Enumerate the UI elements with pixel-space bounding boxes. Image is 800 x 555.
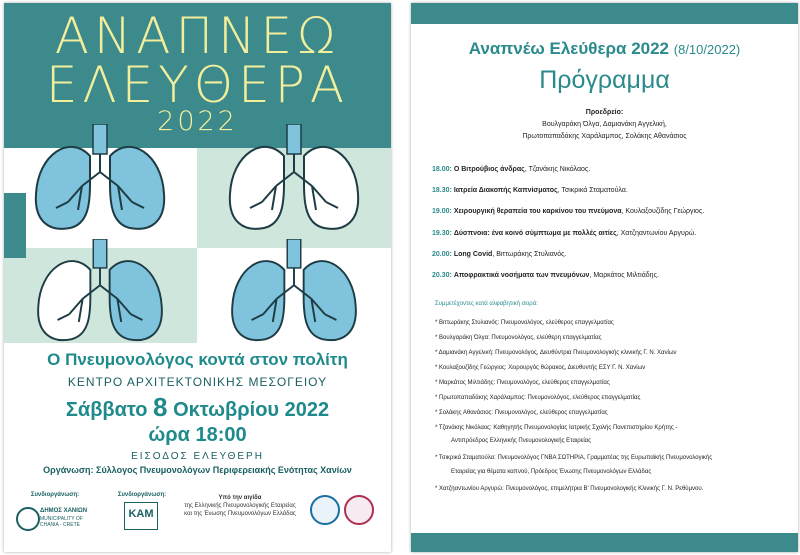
poster-date-prefix: Σάββατο — [65, 399, 148, 421]
program-item-title: Αποφρακτικά νοσήματα των πνευμόνων — [453, 272, 590, 279]
program-item — [432, 166, 590, 173]
program-item — [432, 208, 704, 215]
program-top-band — [411, 3, 798, 24]
participant-item: * Βιττωράκης Στυλιανός: Πνευμονολόγος, ελεύθερος επαγγελματίας — [435, 320, 614, 326]
participant-item: Εταιρείας για θέματα καπνού, Πρόεδρος Ένωσης Πνευμονολόγων Ελλάδας — [451, 469, 652, 475]
collab2-name: ΚΑΜ — [128, 508, 154, 520]
poster-date-suffix: Οκτωβρίου 2022 — [173, 399, 330, 421]
program-item-time: 18.30: — [432, 187, 452, 194]
program-item-title: Χειρουργική θεραπεία του καρκίνου του πνεύμονα — [453, 208, 622, 215]
participant-item: * Μαρκάτος Μιλτιάδης: Πνευμονολόγος, ελεύθερος επαγγελματίας — [435, 380, 610, 386]
participant-item: * Δαμιανάκη Αγγελική: Πνευμονολόγος, Διευθύντρια Πνευμονολογικής κλινικής Γ. Ν. Χανίων — [435, 350, 677, 356]
poster-venue: ΚΕΝΤΡΟ ΑΡΧΙΤΕΚΤΟΝΙΚΗΣ ΜΕΣΟΓΕΙΟΥ — [67, 375, 328, 389]
program-header — [411, 39, 798, 59]
lungs-icon — [30, 124, 170, 236]
poster-panel — [4, 3, 391, 552]
program-item-time: 20.30: — [432, 272, 452, 279]
participant-item: * Τσικρικά Σταματούλα: Πνευμονολόγος ΓΝΒΑ ΣΩΤΗΡΙΑ, Γραμματέας της Ευρωπαϊκής Πνευμονολογικής — [435, 455, 713, 461]
poster-date — [4, 392, 391, 423]
lungs-icon — [30, 239, 170, 347]
participant-item: * Τζανάκης Νικόλαος: Καθηγητής Πνευμονολογίας Ιατρικής Σχολής Πανεπιστημίου Κρήτης - — [435, 425, 678, 431]
program-header-title: Αναπνέω Ελεύθερα 2022 — [468, 39, 670, 58]
presidium-line1: Βουλγαράκη Όλγα, Δαμιανάκη Αγγελική, — [542, 121, 667, 128]
kam-logo-icon — [124, 502, 158, 530]
hellenic-thoracic-society-logo-icon — [310, 495, 340, 525]
participant-item: Αντιπρόεδρος Ελληνικής Πνευμονολογικής Εταιρείας — [451, 438, 592, 444]
program-item-speaker: , Κουλαξουζίδης Γεώργιος. — [621, 208, 705, 215]
participant-item: * Σολάκης Αθανάσιος: Πνευμονολόγος, ελεύθερος επαγγελματίας — [435, 410, 608, 416]
poster-organizer: Οργάνωση: Σύλλογος Πνευμονολόγων Περιφερειακής Ενότητας Χανίων — [43, 465, 352, 475]
poster-headline: Ο Πνευμονολόγος κοντά στον πολίτη — [47, 350, 348, 369]
program-item-title: Δύσπνοια: ένα κοινό σύμπτωμα με πολλές αιτίες — [453, 230, 617, 237]
program-item-speaker: , Τζανάκης Νικόλαος. — [524, 166, 591, 173]
participant-item: * Βουλγαράκη Όλγα: Πνευμονολόγος, ελεύθερη επαγγελματίας — [435, 335, 602, 341]
program-header-date: (8/10/2022) — [673, 42, 741, 57]
program-item-speaker: , Χατζηαντωνίου Αργυρώ. — [616, 230, 697, 237]
collab1-sub: MUNICIPALITY OF CHANIA - CRETE — [40, 516, 83, 528]
program-bottom-band — [411, 533, 798, 552]
dimos-chanion-logo-icon — [16, 507, 40, 531]
presidium-line2: Πρωτοπαπαδάκης Χαράλαμπος, Σολάκης Αθανάσιος — [522, 133, 687, 140]
program-item — [432, 272, 659, 279]
lungs-icon — [224, 124, 364, 236]
participant-item: * Χατζηαντωνίου Αργυρώ: Πνευμονολόγος, επιμελήτρια Β' Πνευμονολογικής Κλινικής Γ. Ν. Ρεθύμνου. — [435, 486, 704, 492]
presidium-label: Προεδρείο: — [585, 109, 624, 116]
participant-item: * Κουλαξουζίδης Γεώργιος: Χειρουργός θώρακος, Διευθυντής ΕΣΥ Γ. Ν. Χανίων — [435, 365, 646, 371]
poster-entry: ΕΙΣΟΔΟΣ ΕΛΕΥΘΕΡΗ — [131, 451, 264, 462]
program-item — [432, 187, 628, 194]
participant-item: * Πρωτοπαπαδάκης Χαράλαμπος: Πνευμονολόγος, ελεύθερος επαγγελματίας — [435, 395, 641, 401]
program-panel — [411, 3, 798, 552]
lungs-icon — [224, 239, 364, 347]
program-item-title: Long Covid — [453, 251, 493, 258]
aegis-line3: και της Ένωσης Πνευμονολόγων Ελλάδας — [184, 511, 296, 517]
program-item-time: 19.30: — [432, 230, 452, 237]
program-item-speaker: , Βιττωράκης Στυλιανός. — [492, 251, 567, 258]
poster-time: ώρα 18:00 — [148, 424, 247, 446]
program-item-speaker: , Μαρκάτος Μιλτιάδης. — [589, 272, 659, 279]
collab2-label: Συνδιοργάνωση: — [117, 492, 167, 498]
program-item — [432, 251, 566, 258]
collab1-name: ΔΗΜΟΣ ΧΑΝΙΩΝ — [40, 508, 88, 514]
program-item-time: 20.00: — [432, 251, 452, 258]
program-item — [432, 230, 696, 237]
aegis-line1: Υπό την αιγίδα — [218, 495, 262, 501]
program-item-time: 18.00: — [432, 166, 452, 173]
program-item-title: Ο Βιτρούβιος άνδρας — [453, 166, 525, 173]
poster-title-year: 2022 — [157, 106, 238, 137]
aegis-line2: της Ελληνικής Πνευμονολογικής Εταιρείας — [184, 503, 296, 509]
side-strip — [4, 193, 26, 258]
program-item-time: 19.00: — [432, 208, 452, 215]
pneumonologists-union-logo-icon — [344, 495, 374, 525]
program-item-speaker: , Τσικρικά Σταματούλα. — [557, 187, 628, 194]
collab1-label: Συνδιοργάνωση: — [30, 492, 80, 498]
poster-date-day: 8 — [153, 392, 168, 422]
poster-title-line1: ΑΝΑΠΝΕΩ — [54, 7, 341, 65]
poster-title-line2: ΕΛΕΥΘΕΡΑ — [45, 56, 350, 114]
participants-label: Συμμετέχοντες κατά αλφαβητική σειρά: — [435, 301, 538, 307]
program-subtitle: Πρόγραμμα — [539, 66, 670, 94]
program-item-title: Ιατρεία Διακοπής Καπνίσματος — [453, 187, 558, 194]
